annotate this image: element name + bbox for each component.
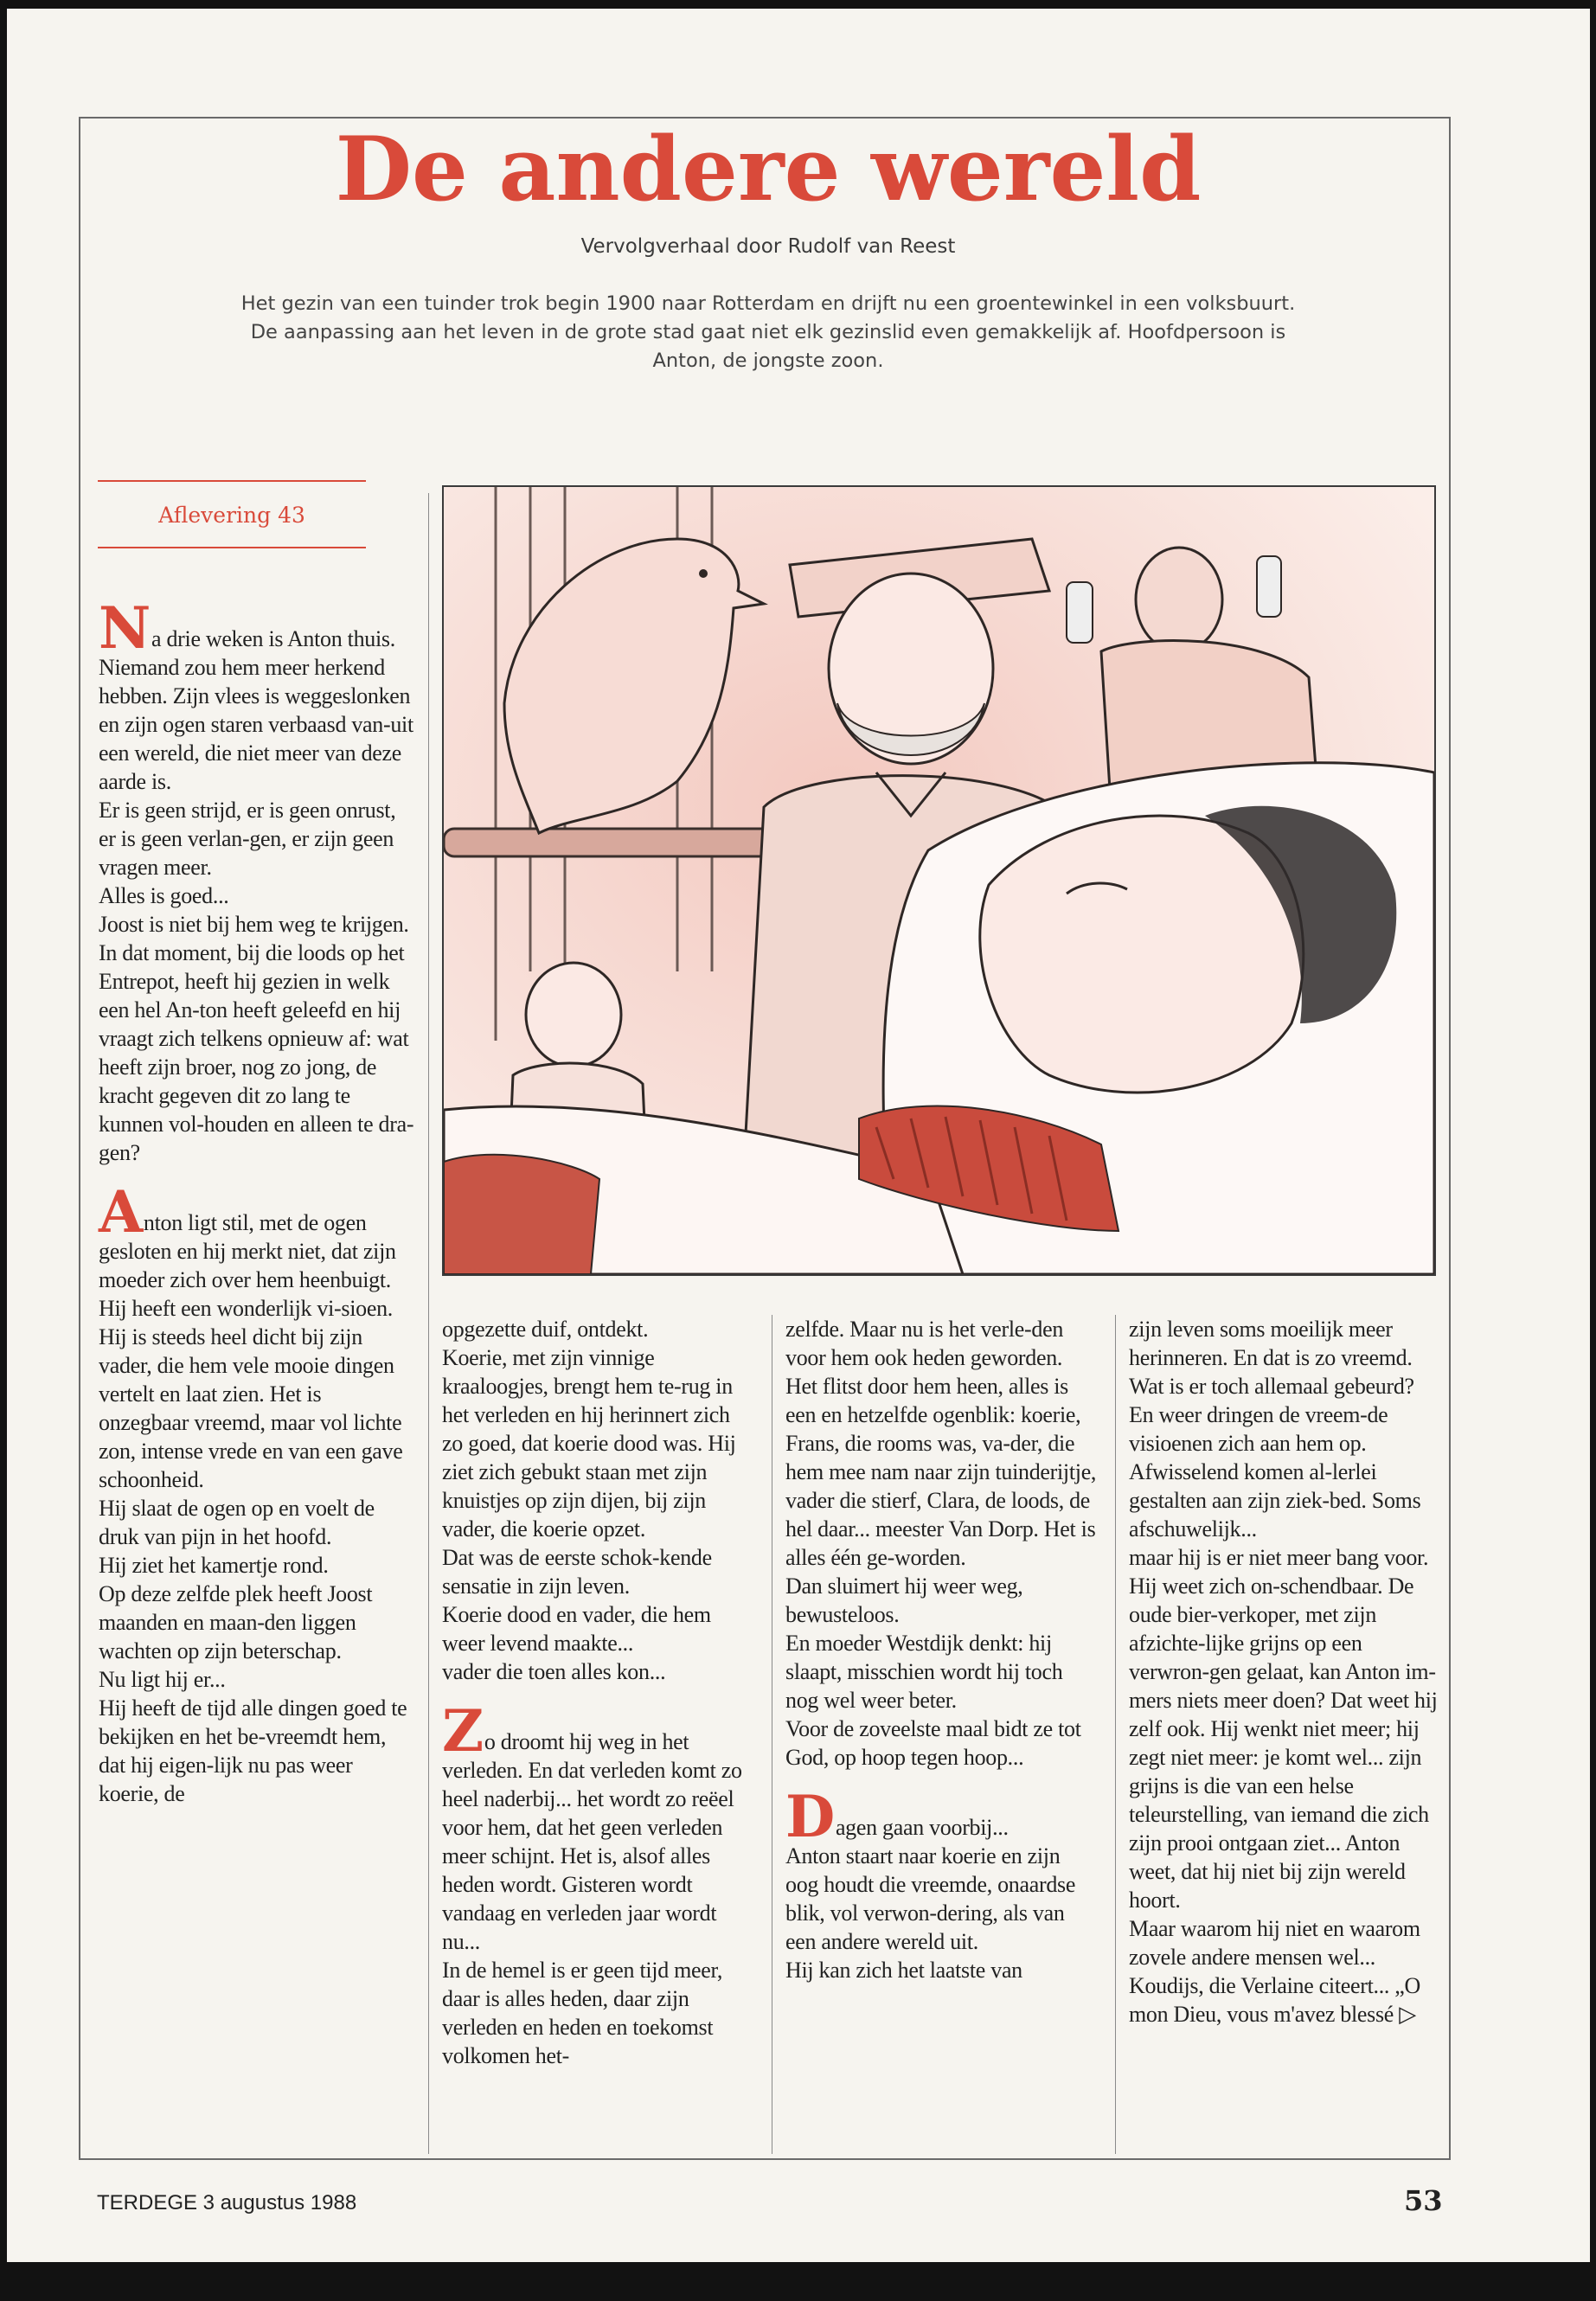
paragraph <box>99 1178 414 1808</box>
watercolor-illustration <box>444 487 1434 1274</box>
paragraph: zelfde. Maar nu is het verle-den voor hem ook heden geworden. Het flitst door hem heen, alles is een en hetzelfde ogenblik: koerie, Frans, die rooms was, va-der, die hem mee nam naar zijn tuinderijtje, vader die stierf, Clara, de loods, de hel daar... meester Van Dorp. Het is alles één ge-worden. Dan sluimert hij weer weg, bewusteloos. En moeder Westdijk denkt: hij slaapt, misschien wordt hij toch nog wel weer beter. Voor de zoveelste maal bidt ze tot God, op hoop tegen hoop... <box>785 1317 1097 1770</box>
magazine-page <box>7 9 1590 2262</box>
paragraph: zijn leven soms moeilijk meer herinneren. En dat is zo vreemd. Wat is er toch allemaal gebeurd? En weer dringen de vreem-de visioenen zich aan hem op. Afwisselend komen al-lerlei gestalten aan zijn ziek-bed. Soms afschuwelijk... maar hij is er niet meer bang voor. Hij weet zich on-schendbaar. De oude bier-verkoper, met zijn afzichte-lijke grijns op een verwron-gen gelaat, kan Anton im-mers niets meer doen? Dat weet hij zelf ook. Hij wenkt niet meer; hij zegt niet meer: je komt wel... zijn grijns is die van een helse teleurstelling, van iemand die zich zijn prooi ontgaan ziet... Anton weet, dat hij niet bij zijn wereld hoort. Maar waarom hij niet en waarom zovele andere mensen wel... Koudijs, die Verlaine citeert... „O mon Dieu, vous m'avez blessé ▷ <box>1129 1317 1438 2027</box>
dropcap: Z <box>442 1697 484 1765</box>
text-column-2 <box>442 1315 753 2070</box>
episode-label: Aflevering 43 <box>158 503 305 528</box>
paragraph: opgezette duif, ontdekt. Koerie, met zijn vinnige kraaloogjes, brengt hem te-rug in het verleden en hij herinnert zich zo goed, dat koerie dood was. Hij ziet zich gebukt staan met zijn knuistjes op zijn dijen, bij zijn vader, die koerie opzet. Dat was de eerste schok-kende sensatie in zijn leven. Koerie dood en vader, die hem weer levend maakte... vader die toen alles kon... <box>442 1317 736 1684</box>
paragraph <box>442 1697 753 2070</box>
column-rule <box>428 493 429 2154</box>
text-column-1 <box>99 594 414 1808</box>
paragraph-text: agen gaan voorbij... Anton staart naar koerie en zijn oog houdt die vreemde, onaardse blik, vol verwon-dering, als van een andere wereld uit. Hij kan zich het laatste van <box>785 1815 1076 1983</box>
story-illustration <box>442 485 1436 1276</box>
dropcap: D <box>785 1783 835 1850</box>
paragraph-text: o droomt hij weg in het verleden. En dat verleden komt zo heel naderbij... het wordt zo reëel voor hem, dat het geen verleden meer schijnt. Het is, alsof alles heden wordt. Gisteren wordt vandaag en verleden jaar wordt nu... In de hemel is er geen tijd meer, daar is alles heden, daar zijn verleden en heden en toekomst volkomen het- <box>442 1729 742 2068</box>
column-rule <box>1115 1315 1116 2154</box>
footer-publication: TERDEGE 3 augustus 1988 <box>97 2191 357 2214</box>
intro-text: Het gezin van een tuinder trok begin 1900 naar Rotterdam en drijft nu een groentewinkel in een volksbuurt. De aanpassing aan het leven in de grote stad gaat niet elk gezinslid even gemakkelijk af. Hoofdpersoon is Anton, de jongste zoon. <box>240 292 1296 372</box>
text-column-3 <box>785 1315 1097 1984</box>
page-subtitle: Vervolgverhaal door Rudolf van Reest <box>580 235 956 258</box>
page-number: 53 <box>1404 2184 1443 2217</box>
dropcap: N <box>99 594 151 662</box>
dropcap: A <box>99 1178 143 1246</box>
text-column-4 <box>1129 1315 1445 2029</box>
paragraph-text: nton ligt stil, met de ogen gesloten en hij merkt niet, dat zijn moeder zich over hem heenbuigt. Hij heeft een wonderlijk vi-sioen. Hij is steeds heel dicht bij zijn vader, die hem vele mooie dingen vertelt en laat zien. Het is onzegbaar vreemd, maar vol lichte zon, intense vrede en van een gave schoonheid. Hij slaat de ogen op en voelt de druk van pijn in het hoofd. Hij ziet het kamertje rond. Op deze zelfde plek heeft Joost maanden en maan-den liggen wachten op zijn beterschap. Nu ligt hij er... Hij heeft de tijd alle dingen goed te bekijken en het be-vreemdt hem, dat hij eigen-lijk nu pas weer koerie, de <box>99 1210 407 1806</box>
paragraph <box>785 1783 1097 1984</box>
page-title: De andere wereld <box>335 118 1202 221</box>
episode-box <box>98 480 366 548</box>
paragraph <box>99 594 414 1167</box>
paragraph-text: a drie weken is Anton thuis. Niemand zou hem meer herkend hebben. Zijn vlees is weggeslonken en zijn ogen staren verbaasd van-uit een wereld, die niet meer van deze aarde is. Er is geen strijd, er is geen onrust, er is geen verlan-gen, er zijn geen vragen meer. Alles is goed... Joost is niet bij hem weg te krijgen. In dat moment, bij die loods op het Entrepot, heeft hij gezien in welk een hel An-ton heeft geleefd en hij vraagt zich telkens opnieuw af: wat heeft zijn broer, nog zo jong, de kracht gegeven dit zo lang te kunnen vol-houden en alleen te dra-gen? <box>99 626 414 1165</box>
